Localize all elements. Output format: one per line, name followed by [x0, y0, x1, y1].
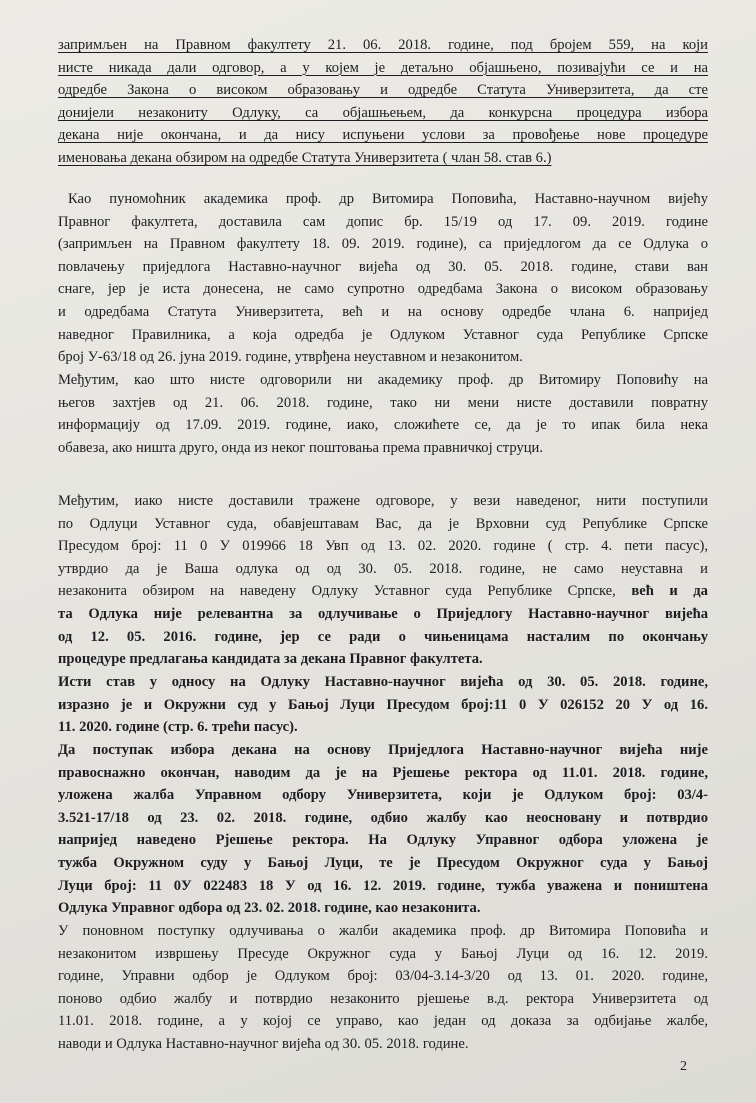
text-normal: незаконита обзиром на наведену Одлуку Уставног суда Републике Српске,	[58, 583, 632, 600]
text-line	[58, 580, 708, 603]
text-line: Међутим, као што нисте одговорили ни академику проф. др Витомиру Поповићу на	[58, 372, 708, 388]
paragraph-6	[58, 739, 708, 920]
paragraph-4	[58, 490, 708, 671]
paragraph-5	[58, 671, 708, 739]
text-line: правоснажно окончан, наводим да је на Рјешење ректора од 11.01. 2018. године,	[58, 764, 708, 781]
text-line: декана није окончана, и да нису испуњени услови за провођење нове процедуре	[58, 127, 708, 144]
text-line: нисте никада дали одговор, а у којем је детаљно објашњено, позивајући се и на	[58, 59, 708, 76]
text-bold: већ и да	[631, 583, 708, 600]
text-line: обавеза, ако ништа друго, онда из неког поштовања према правничкој струци.	[58, 439, 544, 456]
text-line: изразно је и Окружни суд у Бањој Луци Пресудом број:11 0 У 026152 20 У од 16.	[58, 696, 708, 713]
text-line: од 12. 05. 2016. године, јер се ради о чињеницама насталим по окончању	[58, 628, 708, 645]
text-line: снаге, јер је иста донесена, не само супротно одредбама Закона о високом образовању	[58, 281, 708, 298]
page-number: 2	[680, 1059, 687, 1074]
text-line: утврдио да је Ваша одлука од од 30. 05. 2018. године, не само неуставна и	[58, 560, 708, 577]
text-line: године, Управни одбор је Одлуком број: 03/04-3.14-3/20 од 13. 01. 2020. године,	[58, 968, 708, 985]
text-line: и одредбама Статута Универзитета, већ и на основу одредбе члана 6. наприjед	[58, 303, 708, 320]
text-line: 3.521-17/18 од 23. 02. 2018. године, одбио жалбу као неосновану и потврдио	[58, 809, 708, 826]
text-line: 11.01. 2018. године, а у којој се управо, као један од доказа за одбијање жалбе,	[58, 1013, 708, 1030]
text-line: процедуре предлагања кандидата за декана Правног факултета.	[58, 651, 483, 668]
text-line: та Одлука није релевантна за одлучивање о Приједлогу Наставно-научног вијећа	[58, 605, 708, 622]
text-line: запримљен на Правном факултету 21. 06. 2018. године, под бројем 559, на који	[58, 37, 708, 53]
text-line: Међутим, иако нисте доставили тражене одговоре, у вези наведеног, нити поступили	[58, 493, 708, 509]
text-line: Пресудом број: 11 0 У 019966 18 Увп од 13. 02. 2020. године ( стр. 4. пети пасус),	[58, 538, 708, 555]
paragraph-7	[58, 920, 708, 1056]
text-line: његов захтјев од 21. 06. 2018. године, тако ни мени нисте доставили повратну	[58, 394, 708, 411]
text-line: поново одбио жалбу и потврдио незаконито рјешење в.д. ректора Универзитета од	[58, 990, 708, 1007]
text-line: 11. 2020. године (стр. 6. трећи пасус).	[58, 719, 298, 736]
text-line: тужба Окружном суду у Бањој Луци, те је Пресудом Окружног суда у Бањој	[58, 854, 708, 871]
paragraph-3	[58, 369, 708, 459]
text-line: незаконитом извршењу Пресуде Окружног суда у Бањој Луци од 16. 12. 2019.	[58, 945, 708, 962]
text-line: уложена жалба Управном одбору Универзитета, који је Одлуком број: 03/4-	[58, 787, 708, 804]
text-line: информацију од 17.09. 2019. године, иако, сложићете се, да је то ипак била нека	[58, 417, 708, 434]
text-line: број У-63/18 од 26. јуна 2019. године, утврђена неуставном и незаконитом.	[58, 349, 523, 366]
text-line: У поновном поступку одлучивања о жалби академика проф. др Витомира Поповића и	[58, 923, 708, 939]
text-line: Луци број: 11 0У 022483 18 У од 16. 12. 2019. године, тужба уважена и поништена	[58, 877, 708, 894]
text-line: (запримљен на Правном факултету 18. 09. 2019. године), са приједлогом да се Одлука о	[58, 236, 708, 253]
text-line: именовања декана обзиром на одредбе Статута Универзитета ( члан 58. став 6.)	[58, 149, 552, 166]
paragraph-2	[58, 188, 708, 369]
text-line: напријед наведено Рјешење ректора. На Одлуку Управног одбора уложена је	[58, 832, 708, 849]
paragraph-1	[58, 34, 708, 170]
text-line: Одлука Управног одбора од 23. 02. 2018. године, као незаконита.	[58, 900, 481, 917]
text-line: по Одлуци Уставног суда, обавјештавам Вас, да је Врховни суд Републике Српске	[58, 515, 708, 532]
text-line: Исти став у односу на Одлуку Наставно-научног вијећа од 30. 05. 2018. године,	[58, 674, 708, 690]
text-line: Правног факултета, доставила сам допис бр. 15/19 од 17. 09. 2019. године	[58, 213, 708, 230]
text-line: Као пуномоћник академика проф. др Витомира Поповића, Наставно-научном вијећу	[68, 191, 708, 207]
text-line: Да поступак избора декана на основу Приједлога Наставно-научног вијећа није	[58, 742, 708, 758]
text-line: наведног Правилника, а која одредба је Одлуком Уставног суда Републике Српске	[58, 326, 708, 343]
text-line: повлачењу приједлога Наставно-научног вијећа од 30. 05. 2018. године, стави ван	[58, 258, 708, 275]
text-line: донијели незакониту Одлуку, са објашњењем, да конкурсна процедура избора	[58, 104, 708, 121]
text-line: одредбе Закона о високом образовању и одредбе Статута Универзитета, да сте	[58, 82, 708, 99]
text-line: наводи и Одлука Наставно-научног вијећа од 30. 05. 2018. године.	[58, 1035, 469, 1052]
